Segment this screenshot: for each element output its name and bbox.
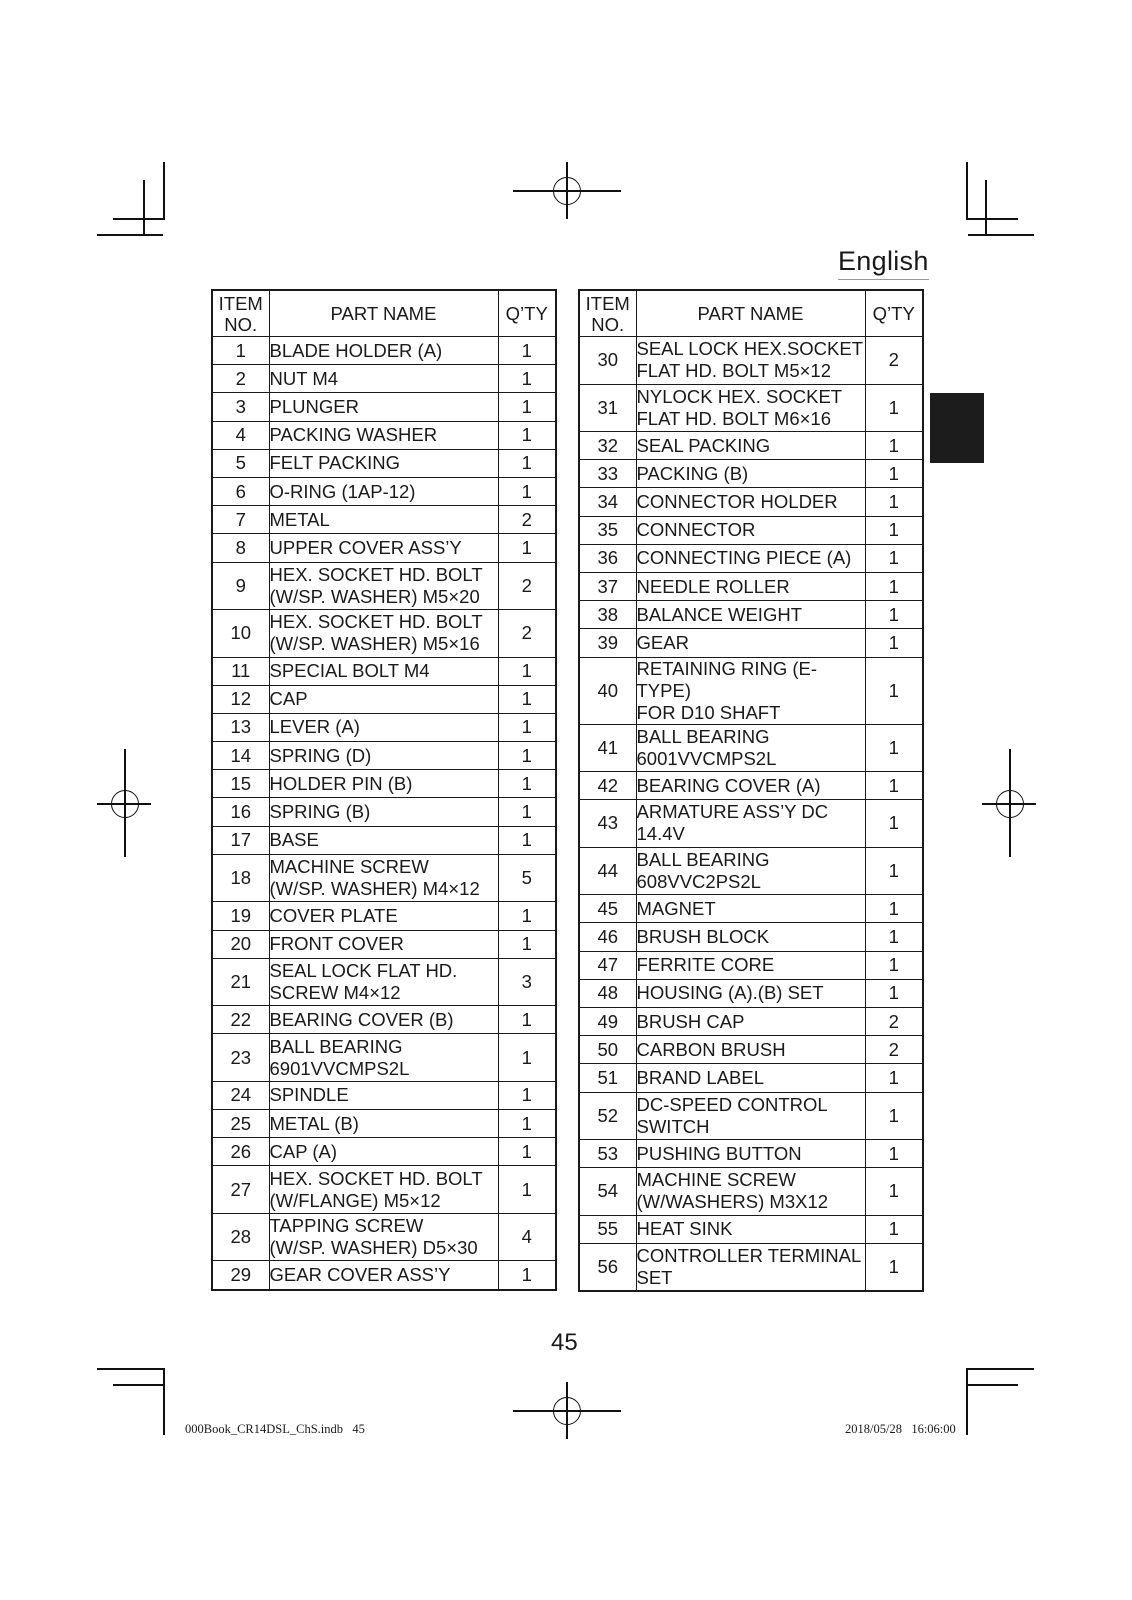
crop-mark-top-left [143,180,145,235]
quantity-cell: 1 [498,685,556,713]
item-number-cell: 36 [579,544,636,572]
column-header-qty: Q’TY [498,290,556,337]
quantity-cell: 1 [865,488,923,516]
quantity-cell: 1 [498,1081,556,1109]
table-row [212,1081,556,1109]
part-name-cell: HEAT SINK [636,1215,865,1243]
part-name-cell: FRONT COVER [269,930,498,958]
part-name-cell: MAGNET [636,895,865,923]
item-number-cell: 33 [579,460,636,488]
quantity-cell: 1 [865,1064,923,1092]
quantity-cell: 1 [498,421,556,449]
quantity-cell: 1 [498,1034,556,1082]
table-row [212,770,556,798]
quantity-cell: 1 [865,923,923,951]
table-row [579,800,923,848]
section-tab-marker [930,393,984,463]
table-row [212,854,556,902]
table-row [212,958,556,1006]
quantity-cell: 2 [498,610,556,658]
crop-mark-top-right [985,180,987,235]
crop-mark-bottom-left [97,1368,163,1370]
table-row [212,657,556,685]
table-row [579,488,923,516]
item-number-cell: 12 [212,685,269,713]
table-row [212,798,556,826]
item-number-cell: 13 [212,713,269,741]
quantity-cell: 1 [865,572,923,600]
column-header-qty: Q’TY [865,290,923,337]
item-number-cell: 10 [212,610,269,658]
quantity-cell: 1 [498,742,556,770]
quantity-cell: 1 [498,713,556,741]
table-row [212,713,556,741]
quantity-cell: 5 [498,854,556,902]
item-number-cell: 41 [579,724,636,772]
item-number-cell: 47 [579,951,636,979]
part-name-cell: COVER PLATE [269,902,498,930]
crop-mark-top-left [113,218,165,220]
table-row [579,460,923,488]
quantity-cell: 1 [498,449,556,477]
part-name-cell: HOUSING (A).(B) SET [636,979,865,1007]
table-row [212,1110,556,1138]
part-name-cell: CONNECTOR [636,516,865,544]
quantity-cell: 1 [865,601,923,629]
part-name-cell: SPECIAL BOLT M4 [269,657,498,685]
table-row [579,337,923,385]
quantity-cell: 2 [498,506,556,534]
part-name-cell: RETAINING RING (E-TYPE) FOR D10 SHAFT [636,657,865,724]
crop-mark-top-right [968,234,1034,236]
table-row [579,1168,923,1216]
part-name-cell: HEX. SOCKET HD. BOLT (W/FLANGE) M5×12 [269,1166,498,1214]
table-row [212,365,556,393]
quantity-cell: 2 [865,337,923,385]
part-name-cell: LEVER (A) [269,713,498,741]
item-number-cell: 56 [579,1243,636,1291]
column-header-part-name: PART NAME [636,290,865,337]
item-number-cell: 51 [579,1064,636,1092]
quantity-cell: 1 [865,724,923,772]
part-name-cell: FELT PACKING [269,449,498,477]
crop-mark-top-right [966,218,1018,220]
table-row [212,742,556,770]
item-number-cell: 29 [212,1261,269,1290]
quantity-cell: 1 [865,516,923,544]
table-row [212,930,556,958]
table-row [579,979,923,1007]
table-row [579,1243,923,1291]
part-name-cell: BEARING COVER (A) [636,772,865,800]
table-row [212,421,556,449]
part-name-cell: GEAR [636,629,865,657]
crop-mark-bottom-right [968,1368,1034,1370]
item-number-cell: 44 [579,847,636,895]
item-number-cell: 40 [579,657,636,724]
quantity-cell: 1 [865,432,923,460]
item-number-cell: 30 [579,337,636,385]
part-name-cell: HEX. SOCKET HD. BOLT (W/SP. WASHER) M5×16 [269,610,498,658]
table-row [579,772,923,800]
item-number-cell: 22 [212,1006,269,1034]
item-number-cell: 20 [212,930,269,958]
crop-mark-bottom-left [163,1368,165,1435]
table-row [579,1092,923,1140]
item-number-cell: 28 [212,1213,269,1261]
item-number-cell: 27 [212,1166,269,1214]
table-row [212,393,556,421]
part-name-cell: HOLDER PIN (B) [269,770,498,798]
quantity-cell: 2 [865,1007,923,1035]
part-name-cell: CARBON BRUSH [636,1036,865,1064]
item-number-cell: 8 [212,534,269,562]
part-name-cell: SEAL PACKING [636,432,865,460]
part-name-cell: METAL (B) [269,1110,498,1138]
quantity-cell: 1 [498,902,556,930]
part-name-cell: SPRING (B) [269,798,498,826]
item-number-cell: 48 [579,979,636,1007]
item-number-cell: 3 [212,393,269,421]
table-row [579,572,923,600]
quantity-cell: 1 [865,979,923,1007]
item-number-cell: 38 [579,601,636,629]
part-name-cell: HEX. SOCKET HD. BOLT (W/SP. WASHER) M5×20 [269,562,498,610]
quantity-cell: 2 [498,562,556,610]
item-number-cell: 37 [579,572,636,600]
quantity-cell: 1 [498,534,556,562]
part-name-cell: BRAND LABEL [636,1064,865,1092]
part-name-cell: SPRING (D) [269,742,498,770]
part-name-cell: CAP (A) [269,1138,498,1166]
parts-table-left [211,289,557,1291]
part-name-cell: PUSHING BUTTON [636,1140,865,1168]
quantity-cell: 1 [498,1110,556,1138]
table-row [579,1036,923,1064]
quantity-cell: 1 [498,1006,556,1034]
quantity-cell: 1 [865,544,923,572]
part-name-cell: BALANCE WEIGHT [636,601,865,629]
table-row [212,1138,556,1166]
table-row [212,902,556,930]
quantity-cell: 1 [498,930,556,958]
page-number: 45 [551,1329,578,1356]
part-name-cell: PLUNGER [269,393,498,421]
table-row [579,1140,923,1168]
part-name-cell: CONNECTOR HOLDER [636,488,865,516]
item-number-cell: 11 [212,657,269,685]
item-number-cell: 35 [579,516,636,544]
item-number-cell: 43 [579,800,636,848]
footer-file-name: 000Book_CR14DSL_ChS.indb 45 [185,1422,365,1436]
item-number-cell: 6 [212,477,269,505]
quantity-cell: 1 [865,1140,923,1168]
part-name-cell: BRUSH BLOCK [636,923,865,951]
part-name-cell: TAPPING SCREW (W/SP. WASHER) D5×30 [269,1213,498,1261]
table-row [212,449,556,477]
part-name-cell: BRUSH CAP [636,1007,865,1035]
quantity-cell: 1 [865,895,923,923]
item-number-cell: 54 [579,1168,636,1216]
part-name-cell: PACKING (B) [636,460,865,488]
item-number-cell: 19 [212,902,269,930]
part-name-cell: SEAL LOCK FLAT HD. SCREW M4×12 [269,958,498,1006]
crop-mark-top-right [966,162,968,219]
table-row [579,847,923,895]
quantity-cell: 1 [865,460,923,488]
quantity-cell: 1 [498,1261,556,1290]
item-number-cell: 17 [212,826,269,854]
item-number-cell: 39 [579,629,636,657]
quantity-cell: 1 [498,393,556,421]
table-row [579,544,923,572]
item-number-cell: 21 [212,958,269,1006]
part-name-cell: NYLOCK HEX. SOCKET FLAT HD. BOLT M6×16 [636,384,865,432]
table-row [579,516,923,544]
table-row [212,1166,556,1214]
item-number-cell: 9 [212,562,269,610]
part-name-cell: BALL BEARING 6901VVCMPS2L [269,1034,498,1082]
part-name-cell: BEARING COVER (B) [269,1006,498,1034]
column-header-part-name: PART NAME [269,290,498,337]
item-number-cell: 26 [212,1138,269,1166]
item-number-cell: 14 [212,742,269,770]
column-header-item-no: ITEM NO. [579,290,636,337]
item-number-cell: 23 [212,1034,269,1082]
quantity-cell: 1 [865,657,923,724]
table-row [579,923,923,951]
table-row [212,610,556,658]
quantity-cell: 1 [865,800,923,848]
table-row [579,629,923,657]
table-row [212,1261,556,1290]
quantity-cell: 2 [865,1036,923,1064]
part-name-cell: MACHINE SCREW (W/SP. WASHER) M4×12 [269,854,498,902]
part-name-cell: BALL BEARING 6001VVCMPS2L [636,724,865,772]
part-name-cell: O-RING (1AP-12) [269,477,498,505]
part-name-cell: BLADE HOLDER (A) [269,337,498,365]
quantity-cell: 1 [865,1243,923,1291]
item-number-cell: 49 [579,1007,636,1035]
quantity-cell: 1 [498,337,556,365]
quantity-cell: 1 [498,1166,556,1214]
part-name-cell: CAP [269,685,498,713]
quantity-cell: 1 [865,847,923,895]
item-number-cell: 42 [579,772,636,800]
item-number-cell: 31 [579,384,636,432]
part-name-cell: BASE [269,826,498,854]
part-name-cell: UPPER COVER ASS’Y [269,534,498,562]
language-label: English [838,246,929,280]
part-name-cell: DC-SPEED CONTROL SWITCH [636,1092,865,1140]
item-number-cell: 1 [212,337,269,365]
part-name-cell: METAL [269,506,498,534]
footer-timestamp: 2018/05/28 16:06:00 [845,1422,956,1436]
item-number-cell: 25 [212,1110,269,1138]
item-number-cell: 16 [212,798,269,826]
table-row [212,337,556,365]
item-number-cell: 5 [212,449,269,477]
quantity-cell: 3 [498,958,556,1006]
crop-mark-bottom-right [966,1368,968,1435]
table-row [212,1034,556,1082]
part-name-cell: BALL BEARING 608VVC2PS2L [636,847,865,895]
item-number-cell: 4 [212,421,269,449]
table-row [212,826,556,854]
table-row [212,685,556,713]
crop-mark-top-left [97,234,163,236]
table-row [579,384,923,432]
table-row [212,534,556,562]
quantity-cell: 1 [865,772,923,800]
table-row [579,657,923,724]
quantity-cell: 1 [498,798,556,826]
crop-mark-bottom-right [966,1384,1018,1386]
part-name-cell: SPINDLE [269,1081,498,1109]
column-header-item-no: ITEM NO. [212,290,269,337]
part-name-cell: SEAL LOCK HEX.SOCKET FLAT HD. BOLT M5×12 [636,337,865,385]
table-header-row [579,290,923,337]
item-number-cell: 46 [579,923,636,951]
item-number-cell: 24 [212,1081,269,1109]
table-header-row [212,290,556,337]
part-name-cell: ARMATURE ASS’Y DC 14.4V [636,800,865,848]
table-row [579,1064,923,1092]
part-name-cell: CONTROLLER TERMINAL SET [636,1243,865,1291]
table-row [579,724,923,772]
table-row [212,506,556,534]
item-number-cell: 50 [579,1036,636,1064]
item-number-cell: 15 [212,770,269,798]
quantity-cell: 1 [865,951,923,979]
item-number-cell: 32 [579,432,636,460]
item-number-cell: 34 [579,488,636,516]
quantity-cell: 1 [865,1215,923,1243]
item-number-cell: 52 [579,1092,636,1140]
table-row [212,1006,556,1034]
part-name-cell: PACKING WASHER [269,421,498,449]
part-name-cell: FERRITE CORE [636,951,865,979]
crop-mark-top-left [163,162,165,219]
table-row [579,432,923,460]
table-row [579,601,923,629]
table-row [212,562,556,610]
table-row [579,1215,923,1243]
table-row [212,477,556,505]
quantity-cell: 1 [498,826,556,854]
quantity-cell: 1 [498,770,556,798]
table-row [212,1213,556,1261]
quantity-cell: 1 [865,1092,923,1140]
part-name-cell: CONNECTING PIECE (A) [636,544,865,572]
quantity-cell: 1 [498,365,556,393]
quantity-cell: 1 [498,1138,556,1166]
crop-mark-bottom-left [113,1384,165,1386]
table-row [579,951,923,979]
quantity-cell: 4 [498,1213,556,1261]
table-row [579,1007,923,1035]
part-name-cell: GEAR COVER ASS’Y [269,1261,498,1290]
quantity-cell: 1 [865,1168,923,1216]
parts-table-right [578,289,924,1292]
quantity-cell: 1 [865,629,923,657]
part-name-cell: NEEDLE ROLLER [636,572,865,600]
quantity-cell: 1 [498,657,556,685]
item-number-cell: 18 [212,854,269,902]
quantity-cell: 1 [498,477,556,505]
quantity-cell: 1 [865,384,923,432]
item-number-cell: 55 [579,1215,636,1243]
part-name-cell: MACHINE SCREW (W/WASHERS) M3X12 [636,1168,865,1216]
part-name-cell: NUT M4 [269,365,498,393]
item-number-cell: 45 [579,895,636,923]
table-row [579,895,923,923]
item-number-cell: 2 [212,365,269,393]
item-number-cell: 53 [579,1140,636,1168]
item-number-cell: 7 [212,506,269,534]
